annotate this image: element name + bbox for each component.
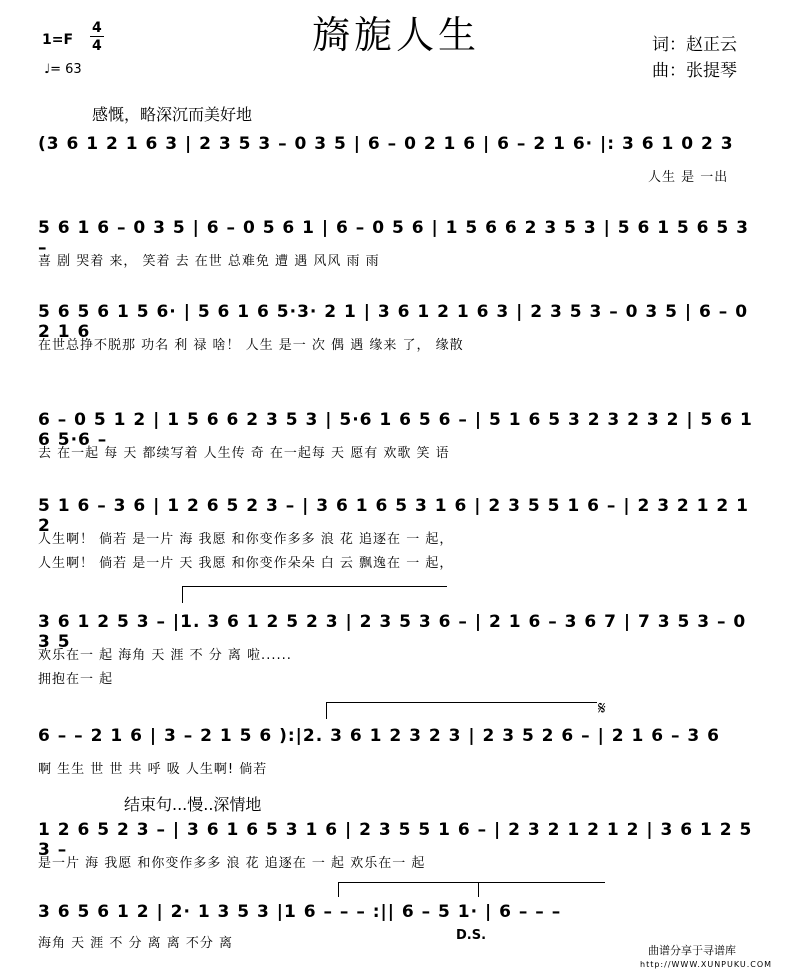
lyrics-row-5b: 人生啊！ 倘若 是一片 天 我愿 和你变作朵朵 白 云 飘逸在 一 起， [38, 556, 454, 571]
lyrics-row-6a: 欢乐在一 起 海角 天 涯 不 分 离 啦...... [38, 648, 292, 663]
volta-final-bracket-1 [338, 882, 479, 897]
lyrics-row-2: 喜 剧 哭着 来， 笑着 去 在世 总难免 遭 遇 风风 雨 雨 [38, 254, 380, 269]
composer-credit: 曲：张提琴 [652, 61, 737, 81]
lyrics-row-8: 是一片 海 我愿 和你变作多多 浪 花 追逐在 一 起 欢乐在一 起 [38, 856, 426, 871]
expression-start: 感慨，略深沉而美好地 [92, 105, 253, 124]
lyricist-credit: 词：赵正云 [652, 35, 737, 55]
lyrics-row-9: 海角 天 涯 不 分 离 离 不分 离 [38, 936, 234, 951]
notes-row-1: (3 6 1 2 1 6 3 | 2 3 5 3 – 0 3 5 | 6 – 0 2 1 6 | 6 – 2 1 6· |: 3 6 1 0 2 3 [38, 134, 734, 154]
lyrics-row-7: 啊 生生 世 世 共 呼 吸 人生啊! 倘若 [38, 762, 268, 777]
lyrics-row-4: 去 在一起 每 天 都续写着 人生传 奇 在一起每 天 愿有 欢歌 笑 语 [38, 446, 450, 461]
time-signature-top: 4 [92, 20, 102, 36]
footer-url: http://WWW.XUNPUKU.COM [640, 960, 773, 969]
notes-row-7: 6 – – 2 1 6 | 3 – 2 1 5 6 ):|2. 3 6 1 2 3 2 3 | 2 3 5 2 6 – | 2 1 6 – 3 6 [38, 726, 720, 746]
time-signature-line [90, 36, 104, 37]
notes-row-4: 6 – 0 5 1 2 | 1 5 6 6 2 3 5 3 | 5·6 1 6 5 6 – | 5 1 6 5 3 2 3 2 3 2 | 5 6 1 6 5·6 – [38, 410, 753, 450]
tempo-mark: ♩= 63 [44, 62, 82, 77]
lyrics-row-6b: 拥抱在一 起 [38, 672, 114, 687]
segno-mark: 𝄋 [598, 698, 606, 719]
notes-row-5: 5 1 6 – 3 6 | 1 2 6 5 2 3 – | 3 6 1 6 5 3 1 6 | 2 3 5 5 1 6 – | 2 3 2 1 2 1 2 [38, 496, 750, 536]
notes-row-8: 1 2 6 5 2 3 – | 3 6 1 6 5 3 1 6 | 2 3 5 5 1 6 – | 2 3 2 1 2 1 2 | 3 6 1 2 5 3 – [38, 820, 753, 860]
ds-marker: D.S. [456, 928, 487, 943]
lyrics-row-1: 人生 是 一出 [648, 170, 729, 185]
volta-1-bracket [182, 586, 447, 603]
footer-source: 曲谱分享于寻谱库 [648, 944, 736, 957]
time-signature-bottom: 4 [92, 38, 102, 54]
volta-final-bracket-2 [478, 882, 605, 897]
notes-row-3: 5 6 5 6 1 5 6· | 5 6 1 6 5·3· 2 1 | 3 6 1 2 1 6 3 | 2 3 5 3 – 0 3 5 | 6 – 0 2 1 6 [38, 302, 749, 342]
lyrics-row-5a: 人生啊！ 倘若 是一片 海 我愿 和你变作多多 浪 花 追逐在 一 起， [38, 532, 454, 547]
key-signature: 1=F [42, 32, 74, 48]
song-title: 旖旎人生 [311, 13, 480, 57]
lyrics-row-3: 在世总挣不脱那 功名 利 禄 啥！ 人生 是一 次 偶 遇 缘来 了， 缘散 [38, 338, 464, 353]
notes-row-6: 3 6 1 2 5 3 – |1. 3 6 1 2 5 2 3 | 2 3 5 3 6 – | 2 1 6 – 3 6 7 | 7 3 5 3 – 0 3 5 [38, 612, 747, 652]
notes-row-9: 3 6 5 6 1 2 | 2· 1 3 5 3 |1 6 – – – :|| 6 – 5 1· | 6 – – – [38, 902, 562, 922]
notes-row-2: 5 6 1 6 – 0 3 5 | 6 – 0 5 6 1 | 6 – 0 5 6 | 1 5 6 6 2 3 5 3 | 5 6 1 5 6 5 3 – [38, 218, 750, 258]
volta-2-bracket [326, 702, 597, 719]
expression-end: 结束句...慢..深情地 [124, 795, 262, 814]
